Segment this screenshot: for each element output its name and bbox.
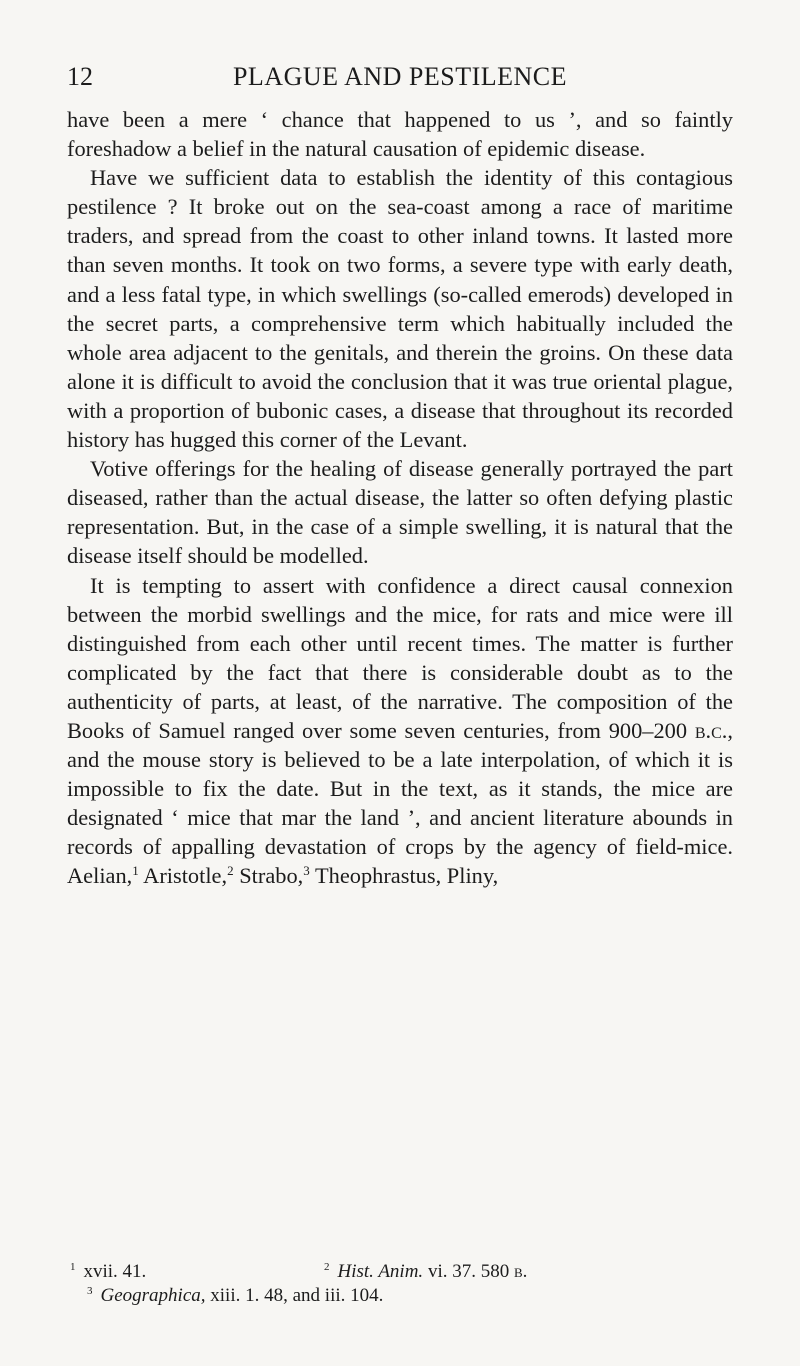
footnote-2-text: vi. 37. 580	[423, 1261, 514, 1282]
footnotes	[67, 1260, 733, 1308]
paragraph-3: Votive offerings for the healing of disease generally portrayed the part diseased, rather than the actual disease, the latter so often defying plastic representation. But, in the case of a simple swelling, it is natural that the disease itself should be modelled.	[67, 456, 733, 569]
footnote-3	[87, 1284, 383, 1308]
paragraph-4-text-d: Strabo,	[233, 863, 304, 889]
paragraph-1: have been a mere ‘ chance that happened to us ’, and so faintly foreshadow a belief in the natural causation of epidemic disease.	[67, 107, 733, 162]
footnote-ref-2[interactable]: 2	[227, 863, 234, 879]
footnote-2-suffix: b.	[513, 1261, 528, 1282]
page-number: 12	[67, 62, 93, 91]
paragraph-4-text-c: Aristotle,	[138, 863, 228, 889]
footnote-2-title: Hist. Anim.	[337, 1261, 424, 1282]
footnote-mark-2: 2	[324, 1261, 330, 1273]
footnote-3-title: Geographica,	[100, 1285, 206, 1306]
footnote-1	[70, 1260, 146, 1284]
footnote-line-1	[67, 1260, 733, 1284]
running-title: PLAGUE AND PESTILENCE	[232, 62, 568, 91]
footnote-line-2	[67, 1284, 733, 1308]
footnote-ref-1[interactable]: 1	[132, 863, 139, 879]
footnote-mark-1: 1	[70, 1261, 76, 1273]
footnote-3-text: xiii. 1. 48, and iii. 104.	[205, 1285, 384, 1306]
footnote-mark-3: 3	[87, 1285, 93, 1297]
paragraph-2: Have we sufficient data to establish the identity of this contagious pestilence ? It broke out on the sea-coast among a race of maritime traders, and spread from the coast to other inland towns. It lasted more than seven months. It took on two forms, a severe type with early death, and a less fatal type, in which swellings (so-called emerods) developed in the secret parts, a comprehensive term which habitually included the whole area adjacent to the genitals, and therein the groins. On these data alone it is difficult to avoid the conclusion that it was true oriental plague, with a proportion of bubonic cases, a disease that throughout its recorded history has hugged this corner of the Levant.	[67, 165, 733, 453]
era-abbreviation: b.c.	[694, 717, 728, 743]
paragraph-4-text-b: , and the mouse story is believed to be a late interpolation, of which it is impossible to fix the date. But in the text, as it stands, the mice are designated ‘ mice that mar the land ’, and ancient literature abounds in records of appalling devastation of crops by the agency of field-mice. Aelian,	[67, 717, 733, 889]
paragraph-4-text-e: Theophrastus, Pliny,	[309, 863, 499, 889]
footnote-2	[324, 1260, 527, 1284]
footnote-1-text: xvii. 41.	[83, 1261, 147, 1282]
footnote-ref-3[interactable]: 3	[303, 863, 310, 879]
running-header	[67, 62, 733, 92]
body-text	[67, 105, 733, 891]
paragraph-4-text-a: It is tempting to assert with confidence a direct causal connexion between the morbid swellings and the mice, for rats and mice were ill distinguished from each other until recent times. The matter is further complicated by the fact that there is considerable doubt as to the authenticity of parts, at least, of the narrative. The composition of the Books of Samuel ranged over some seven centuries, from 900–200	[67, 572, 733, 743]
paragraph-4	[67, 571, 733, 891]
